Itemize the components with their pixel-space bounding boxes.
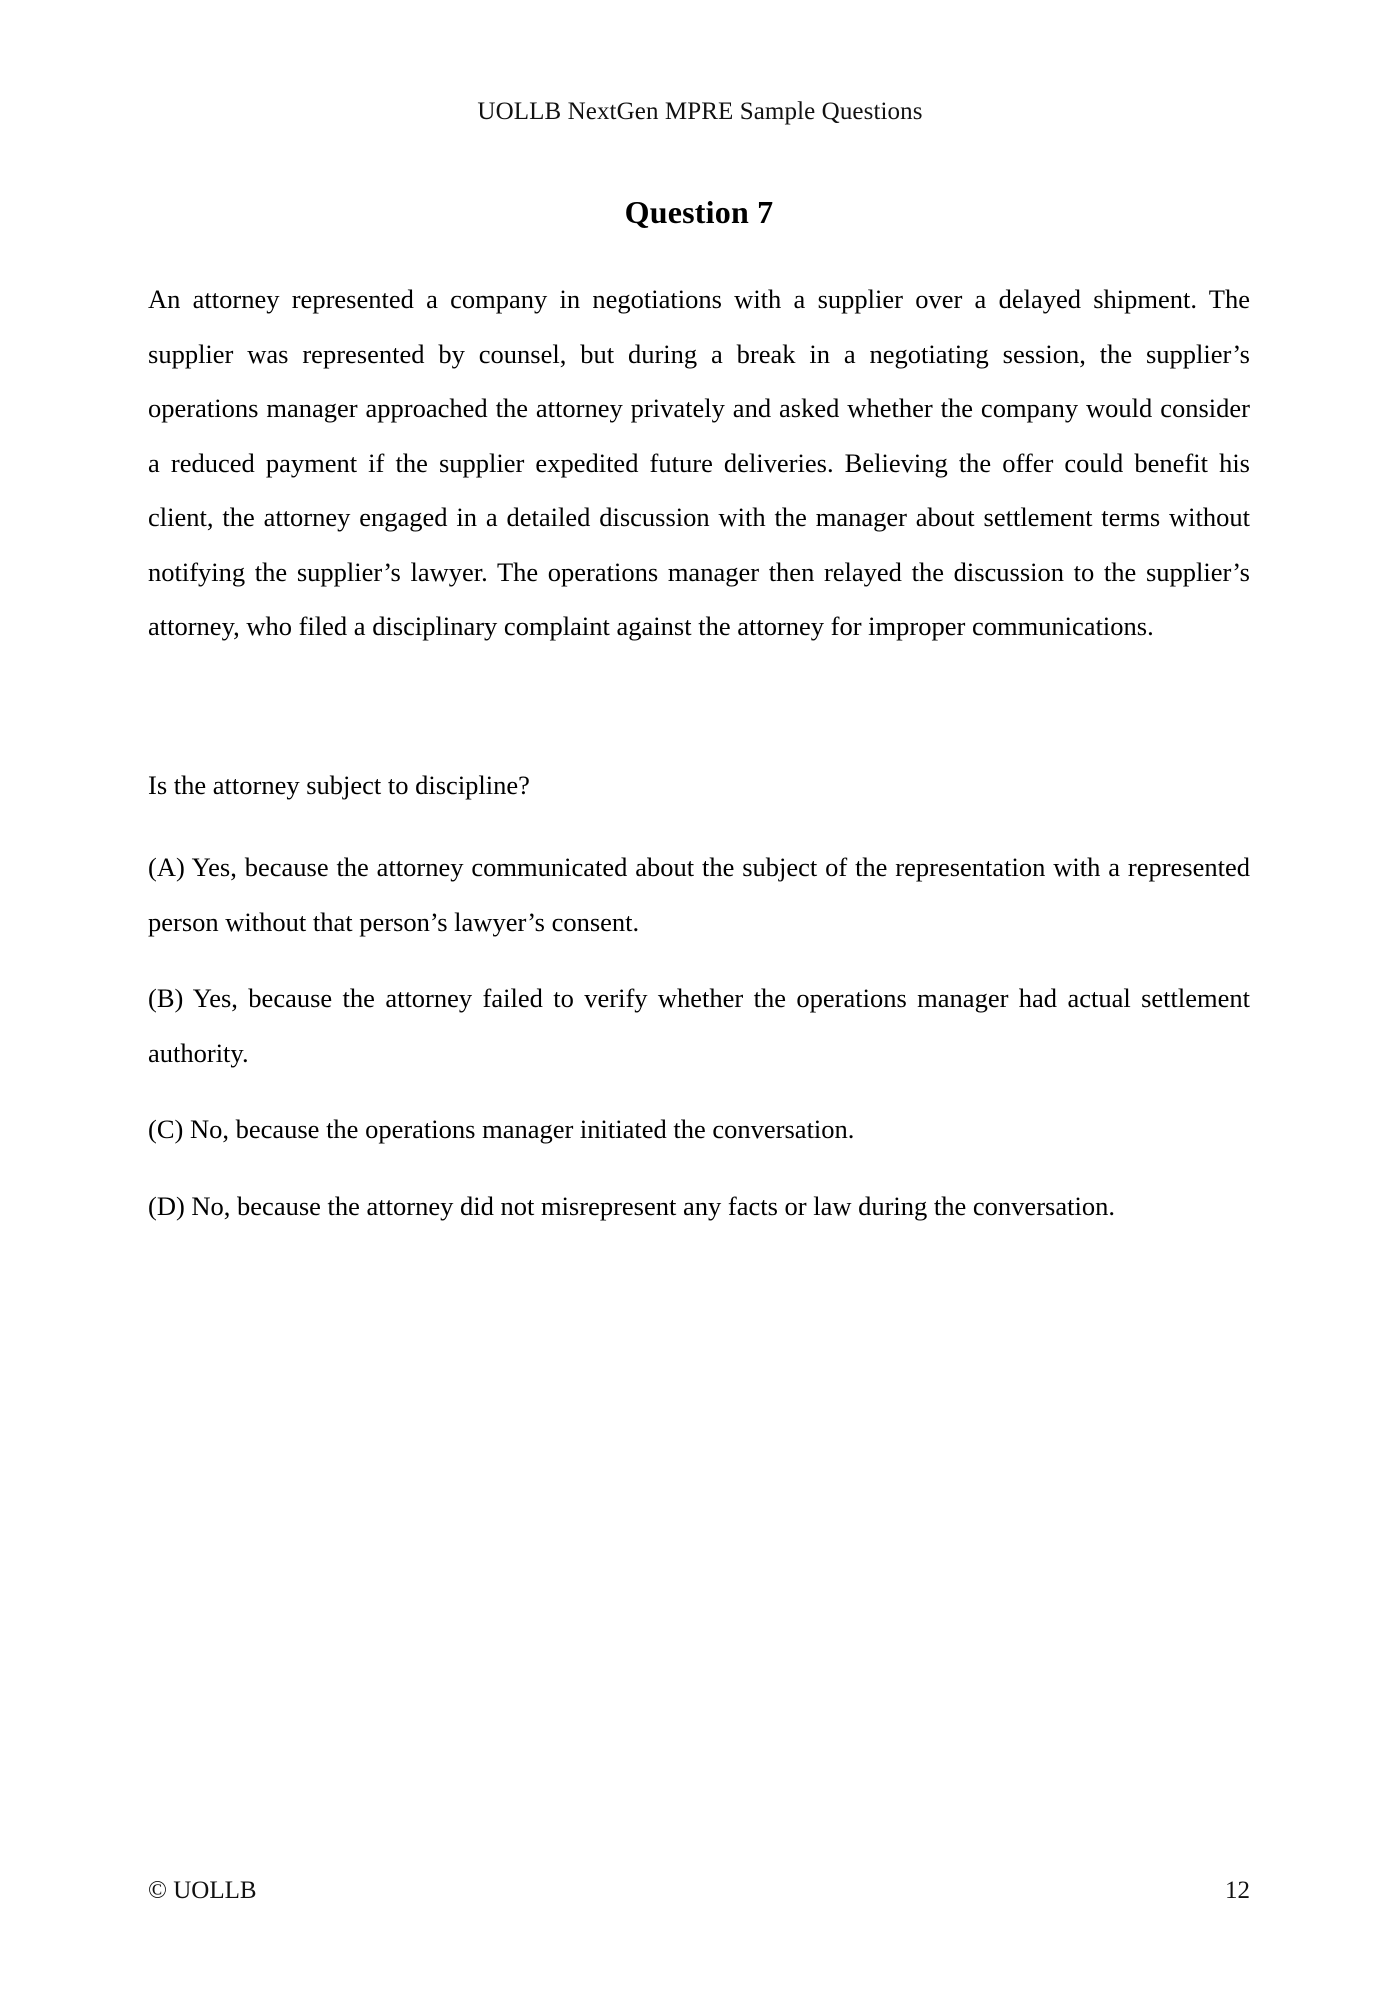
- page-number: 12: [1225, 1877, 1250, 1904]
- running-header: UOLLB NextGen MPRE Sample Questions: [477, 98, 923, 125]
- call-of-the-question: Is the attorney subject to discipline?: [148, 769, 530, 800]
- answer-option-b[interactable]: (B) Yes, because the attorney failed to verify whether the operations manager had actual settlement authority.: [148, 983, 1250, 1068]
- page-title: Question 7: [624, 194, 774, 230]
- answer-option-c[interactable]: (C) No, because the operations manager initiated the conversation.: [148, 1114, 855, 1144]
- paragraph-spacer: [148, 654, 1250, 758]
- fact-pattern-paragraph: An attorney represented a company in negotiations with a supplier over a delayed shipment. The supplier was represented by counsel, but during a break in a negotiating session, the supplier’s operations manager approached the attorney privately and asked whether the company would consider a reduced payment if the supplier expedited future deliveries. Believing the offer could benefit his client, the attorney engaged in a detailed discussion with the manager about settlement terms without notifying the supplier’s lawyer. The operations manager then relayed the discussion to the supplier’s attorney, who filed a disciplinary complaint against the attorney for improper communications.: [148, 284, 1250, 641]
- page-footer: [148, 1875, 1250, 1907]
- answer-option-d[interactable]: (D) No, because the attorney did not misrepresent any facts or law during the conversation.: [148, 1190, 1115, 1221]
- copyright-notice: © UOLLB: [148, 1877, 257, 1904]
- answer-option-a[interactable]: (A) Yes, because the attorney communicated about the subject of the representation with a represented person without that person’s lawyer’s consent.: [148, 852, 1250, 937]
- answer-options-list: [148, 840, 1250, 1233]
- page-content: [148, 190, 1250, 1233]
